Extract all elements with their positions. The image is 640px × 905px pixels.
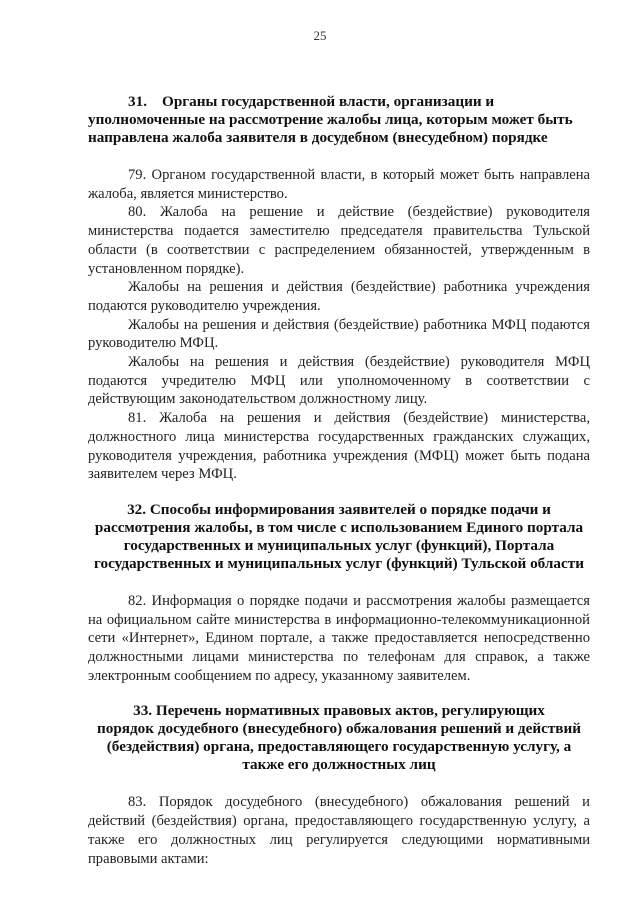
section-31-title-line-2: уполномоченные на рассмотрение жалобы лица, которым может быть — [88, 111, 573, 128]
paragraph-83: 83. Порядок досудебного (внесудебного) обжалования решений и действий (бездействия) органа, предоставляющего государственную услугу, а также его должностных лиц регулируется следующими нормативными правовыми актами: — [88, 794, 590, 867]
section-33-title-line-4: также его должностных лиц — [242, 756, 436, 774]
paragraph-employee-complaints: Жалобы на решения и действия (бездействие) работника учреждения подаются руководителю учреждения. — [88, 279, 590, 314]
section-33-title-line-1: 33. Перечень нормативных правовых актов, регулирующих — [133, 702, 545, 720]
page-number: 25 — [313, 28, 327, 43]
paragraph-mfc-employee-complaints: Жалобы на решения и действия (бездействие) работника МФЦ подаются руководителю МФЦ. — [88, 316, 590, 352]
section-31-title — [88, 93, 590, 111]
section-32-title-line-4: государственных и муниципальных услуг (функций) Тульской области — [94, 554, 584, 572]
section-33-title-line-2: порядок досудебного (внесудебного) обжалования решений и действий — [96, 720, 582, 738]
section-31-title-line-1: Органы государственной власти, организации и — [162, 93, 495, 110]
paragraph-81: 81. Жалоба на решения и действия (бездействие) министерства, должностного лица министерства государственных гражданских служащих, руководителя учреждения, работника учреждения (МФЦ) может быть подана заявителем через МФЦ. — [88, 410, 590, 483]
section-32-title-line-1: 32. Способы информирования заявителей о порядке подачи и — [127, 500, 551, 518]
section-31-number: 31. — [128, 93, 147, 110]
section-31-title-line-3: направлена жалоба заявителя в досудебном (внесудебном) порядке — [88, 129, 548, 146]
section-31 — [88, 93, 590, 484]
section-32-title-line-2: рассмотрения жалобы, в том числе с использованием Единого портала — [94, 518, 584, 536]
page-content — [88, 93, 590, 868]
section-32 — [88, 501, 590, 686]
section-32-title-line-3: государственных и муниципальных услуг (функций), Портала — [123, 536, 555, 554]
section-33-title-line-3: (бездействия) органа, предоставляющего государственную услугу, а — [106, 738, 572, 756]
paragraph-82: 82. Информация о порядке подачи и рассмотрения жалобы размещается на официальном сайте министерства в информационно-телекоммуникационной сети «Интернет», Едином портале, а также предоставляется непосредственно должностными лицами министерства по телефонам для справок, а также электронным сообщением по адресу, указанному заявителем. — [88, 592, 590, 684]
paragraph-80: 80. Жалоба на решение и действие (бездействие) руководителя министерства подается заместителю председателя правительства Тульской области (в соответствии с распределением обязанностей, утвержденным в установленном порядке). — [88, 204, 590, 277]
paragraph-mfc-head-complaints: Жалобы на решения и действия (бездействие) руководителя МФЦ подаются учредителю МФЦ или уполномоченному в соответствии с действующим законодательством должностному лицу. — [88, 354, 590, 408]
paragraph-79: 79. Органом государственной власти, в который может быть направлена жалоба, является министерство. — [88, 167, 590, 202]
section-33 — [88, 702, 590, 868]
